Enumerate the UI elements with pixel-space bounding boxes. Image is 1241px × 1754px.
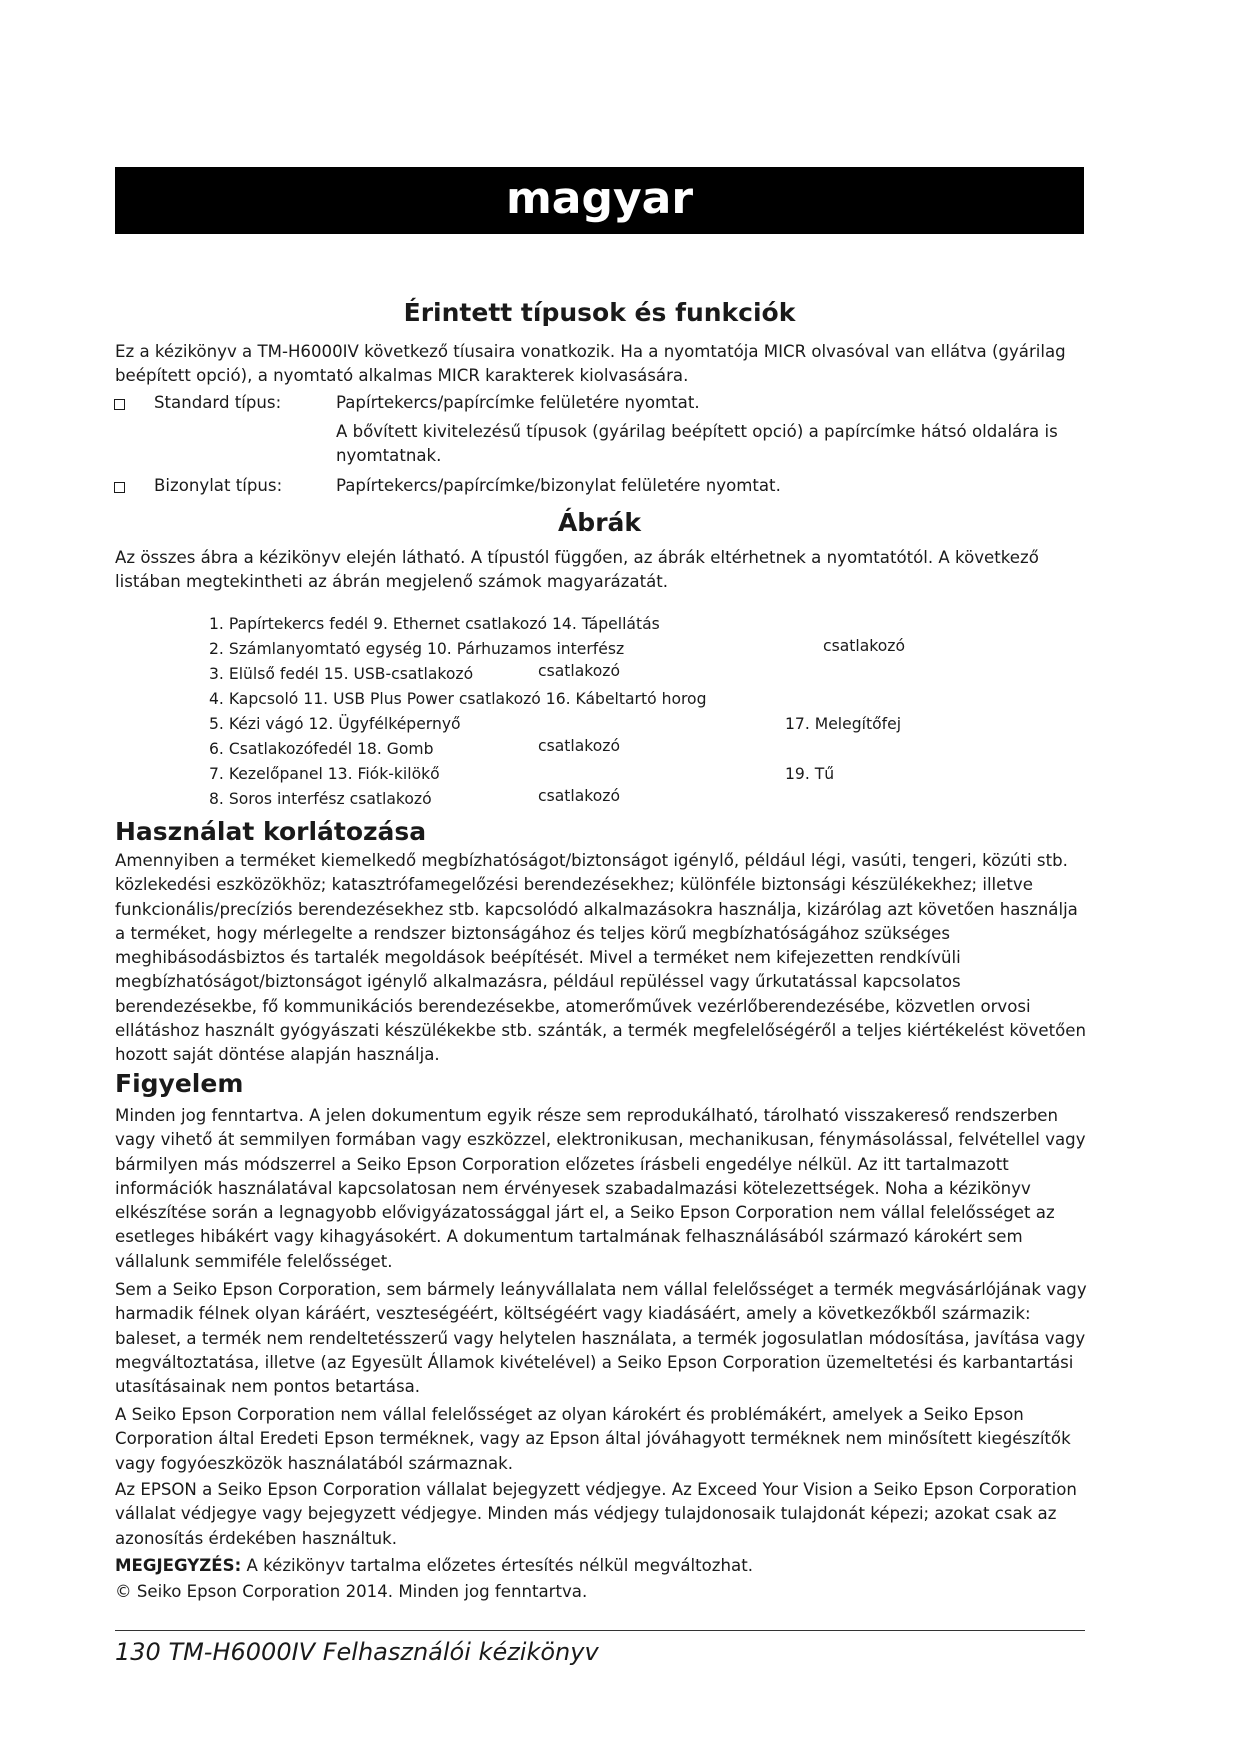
affected-intro: Ez a kézikönyv a TM-H6000IV következő tíusaira vonatkozik. Ha a nyomtatója MICR olvasóval van ellátva (gyárilag beépített opció), a nyomtató alkalmas MICR karakterek kiolvasására. xyxy=(115,342,1066,386)
list-item-overflow: csatlakozó xyxy=(538,737,620,755)
affected-item-label: Standard típus: xyxy=(154,393,282,412)
notice-paragraph: Sem a Seiko Epson Corporation, sem bármely leányvállalata nem vállal felelősséget a termék megvásárlójának vagy harmadik félnek olyan káráért, veszteségéért, költségéért vagy kiadásáért, amely a következőkből származik: baleset, a termék nem rendeltetésszerű vagy helytelen használata, a termék jogosulatlan módosítása, javítása vagy megváltoztatása, illetve (az Egyesült Államok kivételével) a Seiko Epson Corporation üzemeltetési és karbantartási utasításainak nem pontos betartása. xyxy=(115,1280,1087,1397)
checkbox-bullet-icon xyxy=(114,399,125,410)
note-text: A kézikönyv tartalma előzetes értesítés nélkül megváltozhat. xyxy=(241,1556,753,1575)
section-title-notice: Figyelem xyxy=(115,1069,244,1098)
affected-item-line: Papírtekercs/papírcímke/bizonylat felületére nyomtat. xyxy=(336,476,781,495)
affected-item-line: nyomtatnak. xyxy=(336,446,442,465)
list-item-overflow: csatlakozó xyxy=(823,637,905,655)
list-item: 3. Elülső fedél 15. USB-csatlakozó xyxy=(209,665,474,683)
list-item-overflow: 17. Melegítőfej xyxy=(785,715,902,733)
affected-item-line: Papírtekercs/papírcímke felületére nyomtat. xyxy=(336,393,700,412)
list-item: 8. Soros interfész csatlakozó xyxy=(209,790,432,808)
affected-item-line: A bővített kivitelezésű típusok (gyárilag beépített opció) a papírcímke hátsó oldalára is xyxy=(336,422,1058,441)
list-item: 2. Számlanyomtató egység 10. Párhuzamos interfész xyxy=(209,640,625,658)
restriction-body: Amennyiben a terméket kiemelkedő megbízhatóságot/biztonságot igénylő, például légi, vasúti, tengeri, közúti stb. közlekedési eszközökhöz; katasztrófamegelőzési berendezésekhez; különféle biztonsági készülékekhez; illetve funkcionális/precíziós berendezésekhez stb. kapcsolódó alkalmazásokra használja, kizárólag azt követően használja a terméket, hogy mérlegelte a rendszer biztonságához és teljes körű megbízhatóságához szükséges meghibásodásbiztos és tartalék megoldások beépítését. Mivel a terméket nem kifejezetten rendkívüli megbízhatóságot/biztonságot igénylő alkalmazásra, például repüléssel vagy űrkutatással kapcsolatos berendezésekbe, fő kommunikációs berendezésekbe, atomerőművek vezérlőberendezésébe, közvetlen orvosi ellátáshoz használt gyógyászati készülékekbe stb. szánták, a termék megfelelőségéről a teljes kiértékelést követően hozott saját döntése alapján használja. xyxy=(115,851,1086,1065)
note-label: MEGJEGYZÉS: xyxy=(115,1556,242,1575)
note-line xyxy=(115,1554,753,1578)
affected-item-label: Bizonylat típus: xyxy=(154,476,283,495)
language-banner: magyar xyxy=(115,167,1084,234)
section-title-figures: Ábrák xyxy=(557,508,642,537)
figures-intro: Az összes ábra a kézikönyv elején látható. A típustól függően, az ábrák eltérhetnek a nyomtatótól. A következő listában megtekintheti az ábrán megjelenő számok magyarázatát. xyxy=(115,548,1039,592)
notice-paragraph: A Seiko Epson Corporation nem vállal felelősséget az olyan károkért és problémákért, amelyek a Seiko Epson Corporation által Eredeti Epson terméknek, vagy az Epson által jóváhagyott terméknek nem minősített kiegészítők vagy fogyóeszközök használatából származnak. xyxy=(115,1405,1071,1473)
section-title-affected: Érintett típusok és funkciók xyxy=(403,298,796,327)
list-item: 4. Kapcsoló 11. USB Plus Power csatlakozó 16. Kábeltartó horog xyxy=(209,690,707,708)
notice-paragraph: Minden jog fenntartva. A jelen dokumentum egyik része sem reprodukálható, tárolható visszakereső rendszerben vagy vihető át semmilyen formában vagy eszközzel, elektronikusan, mechanikusan, fénymásolással, felvétellel vagy bármilyen más módszerrel a Seiko Epson Corporation előzetes írásbeli engedélye nélkül. Az itt tartalmazott információk használatával kapcsolatosan nem érvényesek szabadalmazási kötelezettségek. Noha a kézikönyv elkészítése során a legnagyobb elővigyázatossággal járt el, a Seiko Epson Corporation nem vállal felelősséget az esetleges hibákért vagy kihagyásokért. A dokumentum tartalmának felhasználásából származó károkért sem vállalunk semmiféle felelősséget. xyxy=(115,1106,1086,1271)
list-item-overflow: csatlakozó xyxy=(538,787,620,805)
list-item: 7. Kezelőpanel 13. Fiók-kilökő xyxy=(209,765,440,783)
list-item-overflow: csatlakozó xyxy=(538,662,620,680)
copyright: © Seiko Epson Corporation 2014. Minden jog fenntartva. xyxy=(115,1582,588,1601)
list-item: 1. Papírtekercs fedél 9. Ethernet csatlakozó 14. Tápellátás xyxy=(209,615,660,633)
footer-divider xyxy=(115,1630,1085,1631)
checkbox-bullet-icon xyxy=(114,482,125,493)
list-item: 5. Kézi vágó 12. Ügyfélképernyő xyxy=(209,715,461,733)
notice-paragraph: Az EPSON a Seiko Epson Corporation vállalat bejegyzett védjegye. Az Exceed Your Vision a Seiko Epson Corporation vállalat védjegye vagy bejegyzett védjegye. Minden más védjegy tulajdonosaik tulajdonát képezi; azokat csak az azonosítás érdekében használtuk. xyxy=(115,1480,1077,1548)
list-item: 6. Csatlakozófedél 18. Gomb xyxy=(209,740,434,758)
list-item-overflow: 19. Tű xyxy=(785,765,835,783)
page-footer: 130 TM-H6000IV Felhasználói kézikönyv xyxy=(115,1638,599,1666)
section-title-restriction: Használat korlátozása xyxy=(115,817,427,846)
